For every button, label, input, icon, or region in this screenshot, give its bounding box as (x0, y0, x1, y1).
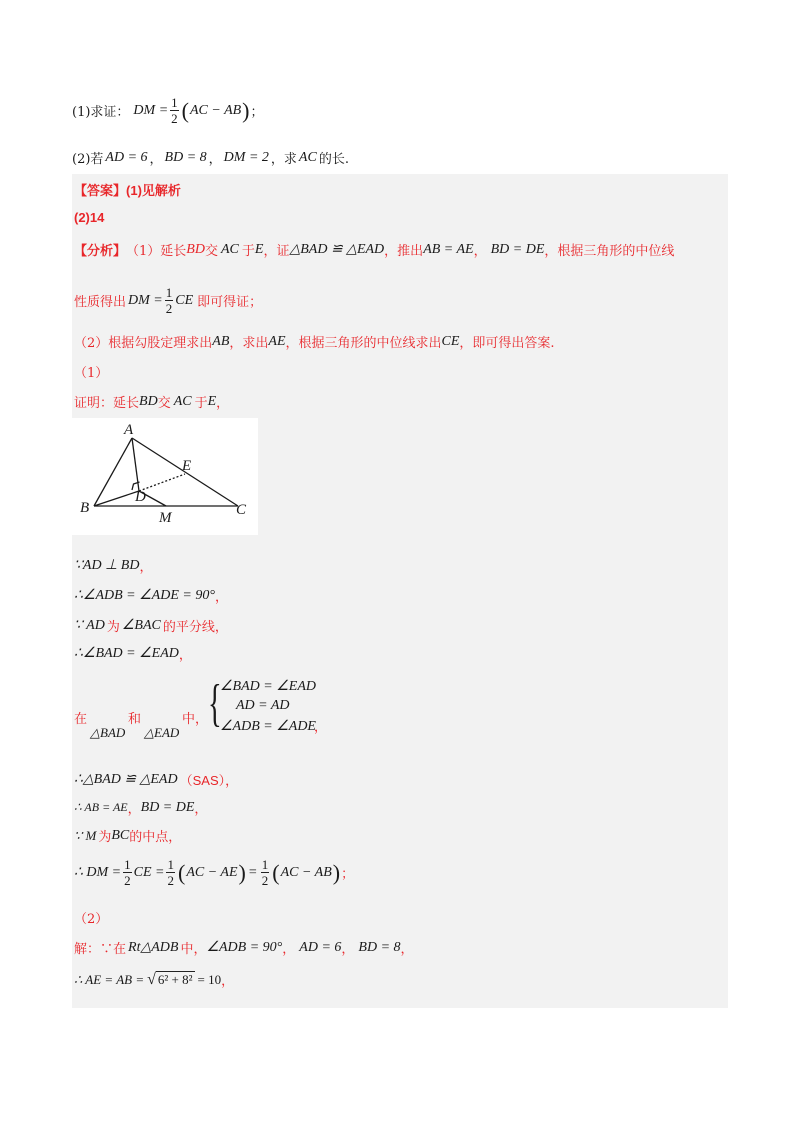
label-a: A (124, 422, 134, 438)
part1-label: (1)求证： (72, 105, 130, 120)
fraction-half-4: $\frac{1}{2}$ (167, 857, 174, 888)
label-m: M (159, 510, 172, 526)
system-comma: ， (314, 720, 328, 735)
geometry-figure (72, 418, 258, 535)
answer-part2-result: (2)14 (74, 210, 105, 225)
question-part1: (1)求证： DM = $\frac{1}{2}$ ( AC − AB ) ； (72, 95, 264, 126)
math-ac-minus-ab: AC − AB (189, 102, 242, 118)
label-b: B (80, 500, 90, 516)
solution2-label: （2） (74, 912, 109, 927)
analysis-line1-cont: 性质得出 DM = $\frac{1}{2}$ CE 即可得证； (74, 285, 263, 316)
analysis-line1: 【分析】 （1）延长 BD 交 AC 于 E ，证 △BAD ≌ △EAD ，推出 AB = AE ， BD = DE ，根据三角形的中位线 (74, 241, 675, 259)
step-midpoint: ∵ M 为 BC 的中点， (74, 827, 182, 845)
fraction-half-3: $\frac{1}{2}$ (124, 857, 131, 888)
label-e: E (182, 458, 192, 474)
question-part2: (2)若 AD = 6 ， BD = 8 ， DM = 2 ，求 AC 的长. (72, 149, 349, 167)
step-dm-result: ∴ DM = $\frac{1}{2}$ CE = $\frac{1}{2}$ ( AC − AE ) = $\frac{1}{2}$ ( AC − AB ) ； (74, 857, 355, 888)
step-sol2-given: 解：∵在 Rt△ADB 中， ∠ADB = 90° ， AD = 6 ， BD = 8 ， (74, 939, 414, 957)
solution1-label: （1） (74, 366, 109, 381)
fraction-half-5: $\frac{1}{2}$ (261, 857, 269, 888)
triangle-diagram (72, 418, 258, 535)
step-tri-bad: △BAD (90, 725, 126, 740)
step-zhong-label: 中， (182, 712, 209, 727)
step-congruent: ∴△BAD ≌ △EAD （SAS）， (74, 772, 239, 788)
step-right-angles: ∴∠ADB = ∠ADE = 90° ， (74, 588, 228, 605)
step-ad-perp-bd: ∵AD ⊥ BD ， (74, 558, 153, 575)
label-c: C (236, 502, 247, 518)
math-dm-eq: DM = (133, 102, 169, 118)
segment-de (139, 474, 185, 491)
label-d: D (135, 489, 146, 505)
step-tri-ead: △EAD (144, 725, 180, 740)
step-bisector: ∵ AD 为 ∠BAC 的平分线， (74, 618, 228, 635)
answer-line: 【答案】 (1)见解析 (74, 183, 181, 199)
proof-line: 证明：延长 BD 交 AC 于 E ， (74, 393, 230, 411)
system-row-2: AD = AD (236, 698, 290, 713)
sqrt-symbol: √ (147, 970, 156, 988)
system-row-1: ∠BAD = ∠EAD (220, 679, 316, 694)
step-in-label: 在 (74, 712, 88, 727)
step-ab-ae: ∴ AB = AE ， BD = DE ， (74, 799, 208, 817)
step-sol2-ae: ∴ AE = AB = √ 6² + 8² = 10 ， (74, 970, 235, 989)
fraction-half: $\frac{1}{2}$ (171, 95, 178, 126)
fraction-half-2: $\frac{1}{2}$ (165, 285, 173, 316)
analysis-line2: （2）根据勾股定理求出 AB ，求出 AE ，根据三角形的中位线求出 CE ，即可得出答案. (74, 333, 555, 351)
system-brace: { (208, 675, 222, 732)
system-row-3: ∠ADB = ∠ADE (220, 719, 316, 734)
step-and-label: 和 (128, 712, 142, 727)
step-equal-angles: ∴∠BAD = ∠EAD ， (74, 646, 192, 663)
